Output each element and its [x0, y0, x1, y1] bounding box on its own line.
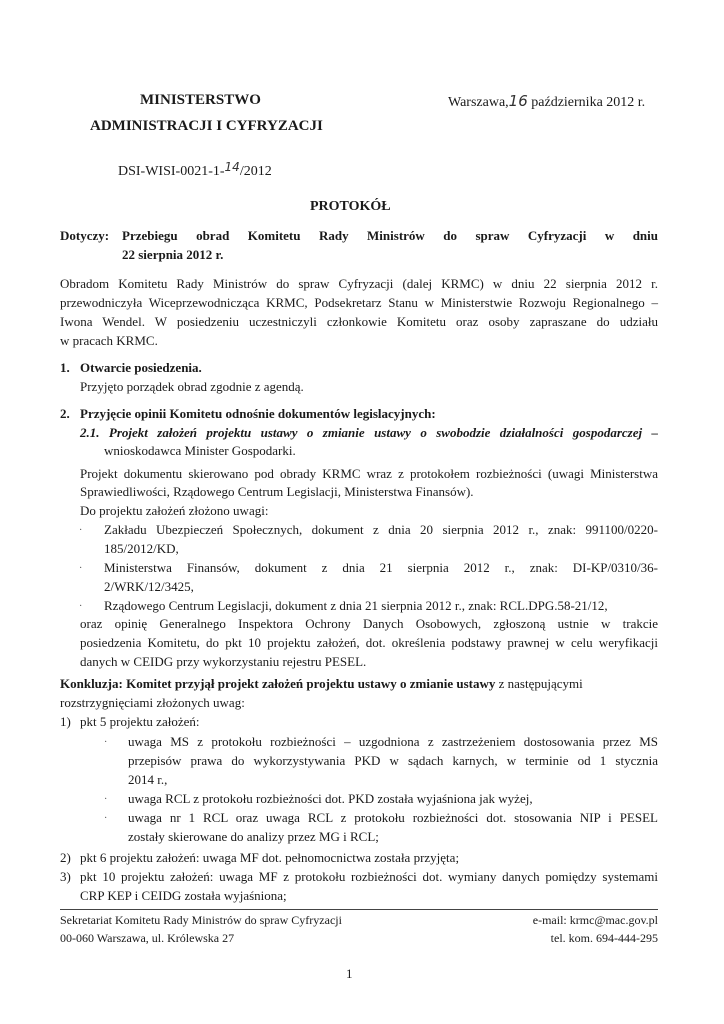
date-month-year: października 2012 r. [531, 95, 646, 110]
conclusion-bold: Konkluzja: Komitet przyjął projekt założeń projektu ustawy o zmianie ustawy [60, 676, 496, 691]
item1-text: pkt 5 projektu założeń: [80, 714, 200, 729]
remarks-intro: Do projektu założeń złożono uwagi: [80, 503, 269, 518]
footer-email: e-mail: krmc@mac.gov.pl [532, 913, 658, 927]
date-line [448, 92, 645, 111]
section2-number: 2. [60, 406, 70, 421]
reference-prefix: DSI-WISI-0021-1- [118, 164, 225, 179]
intro-line2: przewodniczyła Wiceprzewodnicząca KRMC, Podsekretarz Stanu w Ministerstwie Rozwoju Regionalnego – [60, 295, 658, 310]
item1-sub3-line1: uwaga nr 1 RCL oraz uwaga RCL z protokołu rozbieżności dot. stosowania NIP i PESEL [128, 810, 658, 825]
bullet-icon: · [79, 563, 83, 574]
item1-number: 1) [60, 714, 71, 729]
item1-sub1-line3: 2014 r., [128, 772, 168, 787]
item2-number: 2) [60, 850, 71, 865]
section1-title: Otwarcie posiedzenia. [80, 360, 202, 375]
item3-line1: pkt 10 projektu założeń: uwaga MF z protokołu rozbieżności dot. wymiany danych pomiędzy systemami [80, 869, 658, 884]
page-number: 1 [346, 966, 353, 981]
remark-mf-line2: 2/WRK/12/3425, [104, 579, 194, 594]
ministry-name-line2: ADMINISTRACJI I CYFRYZACJI [90, 118, 323, 134]
bullet-icon: · [104, 794, 108, 805]
footer-secretariat: Sekretariat Komitetu Rady Ministrów do spraw Cyfryzacji [60, 913, 342, 927]
subject-text-line1: Przebiegu obrad Komitetu Rady Ministrów do spraw Cyfryzacji w dniu [122, 228, 658, 243]
item1-sub3-line2: zostały skierowane do analizy przez MG i RCL; [128, 829, 379, 844]
intro-line3: Iwona Wendel. W posiedzeniu uczestniczyli członkowie Komitetu oraz osoby zapraszane do udziału [60, 314, 658, 329]
footer-phone: tel. kom. 694-444-295 [550, 931, 658, 945]
bullet-icon: · [104, 813, 108, 824]
project-paragraph-line1: Projekt dokumentu skierowano pod obrady KRMC wraz z protokołem rozbieżności (uwagi Ministerstwa [80, 466, 658, 481]
giodo-opinion-line2: posiedzenia Komitetu, do pkt 10 projektu założeń, dot. określenia podstawy prawnej w celu weryfikacji [80, 635, 658, 650]
bullet-icon: · [79, 601, 83, 612]
bullet-icon: · [79, 525, 83, 536]
section1-text: Przyjęto porządek obrad zgodnie z agendą. [80, 379, 304, 394]
project-paragraph-line2: Sprawiedliwości, Rządowego Centrum Legislacji, Ministerstwa Finansów). [80, 484, 474, 499]
item1-sub1-line2: przepisów prawa do wykorzystywania PKD w sądach karnych, w terminie od 1 stycznia [128, 753, 658, 768]
bullet-icon: · [104, 737, 108, 748]
intro-line1: Obradom Komitetu Rady Ministrów do spraw Cyfryzacji (dalej KRMC) w dniu 22 sierpnia 2012 r. [60, 276, 658, 291]
item3-number: 3) [60, 869, 71, 884]
conclusion-rest: z następującymi [495, 676, 583, 691]
conclusion-line2: rozstrzygnięciami złożonych uwag: [60, 695, 245, 710]
reference-number [118, 160, 272, 180]
section1-number: 1. [60, 360, 70, 375]
remark-rcl: Rządowego Centrum Legislacji, dokument z dnia 21 sierpnia 2012 r., znak: RCL.DPG.58-21/12, [104, 598, 608, 613]
intro-line4: w pracach KRMC. [60, 333, 158, 348]
item1-sub2: uwaga RCL z protokołu rozbieżności dot. PKD została wyjaśniona jak wyżej, [128, 791, 533, 806]
item1-sub1-line1: uwaga MS z protokołu rozbieżności – uzgodniona z zastrzeżeniem dostosowania przez MS [128, 734, 658, 749]
remark-zus-line2: 185/2012/KD, [104, 541, 179, 556]
subsection-2-1-heading: 2.1. Projekt założeń projektu ustawy o zmianie ustawy o swobodzie działalności gospodarczej – [80, 425, 658, 440]
item3-line2: CRP KEP i CEIDG została wyjaśniona; [80, 888, 287, 903]
date-day-handwritten: 16 [508, 92, 528, 110]
remark-zus-line1: Zakładu Ubezpieczeń Społecznych, dokument z dnia 20 sierpnia 2012 r., znak: 991100/0220- [104, 522, 658, 537]
date-place: Warszawa, [448, 95, 509, 110]
reference-suffix: /2012 [239, 164, 272, 179]
subject-text-line2: 22 sierpnia 2012 r. [122, 247, 224, 262]
giodo-opinion-line3: danych w CEIDG przy wykorzystaniu rejestru PESEL. [80, 654, 367, 669]
item2-text: pkt 6 projektu założeń: uwaga MF dot. pełnomocnictwa została przyjęta; [80, 850, 460, 865]
conclusion-line1 [60, 674, 583, 693]
reference-handwritten: 14 [224, 160, 240, 174]
remark-mf-line1: Ministerstwa Finansów, dokument z dnia 21 sierpnia 2012 r., znak: DI-KP/0310/36- [104, 560, 658, 575]
footer-address: 00-060 Warszawa, ul. Królewska 27 [60, 931, 235, 945]
ministry-name-line1: MINISTERSTWO [140, 92, 261, 108]
subject-label: Dotyczy: [60, 228, 110, 243]
document-title: PROTOKÓŁ [310, 199, 391, 214]
section2-title: Przyjęcie opinii Komitetu odnośnie dokumentów legislacyjnych: [80, 406, 436, 421]
footer-divider [60, 909, 658, 910]
giodo-opinion-line1: oraz opinię Generalnego Inspektora Ochrony Danych Osobowych, zgłoszoną ustnie w trakcie [80, 616, 658, 631]
subsection-2-1-applicant: wnioskodawca Minister Gospodarki. [104, 443, 296, 458]
